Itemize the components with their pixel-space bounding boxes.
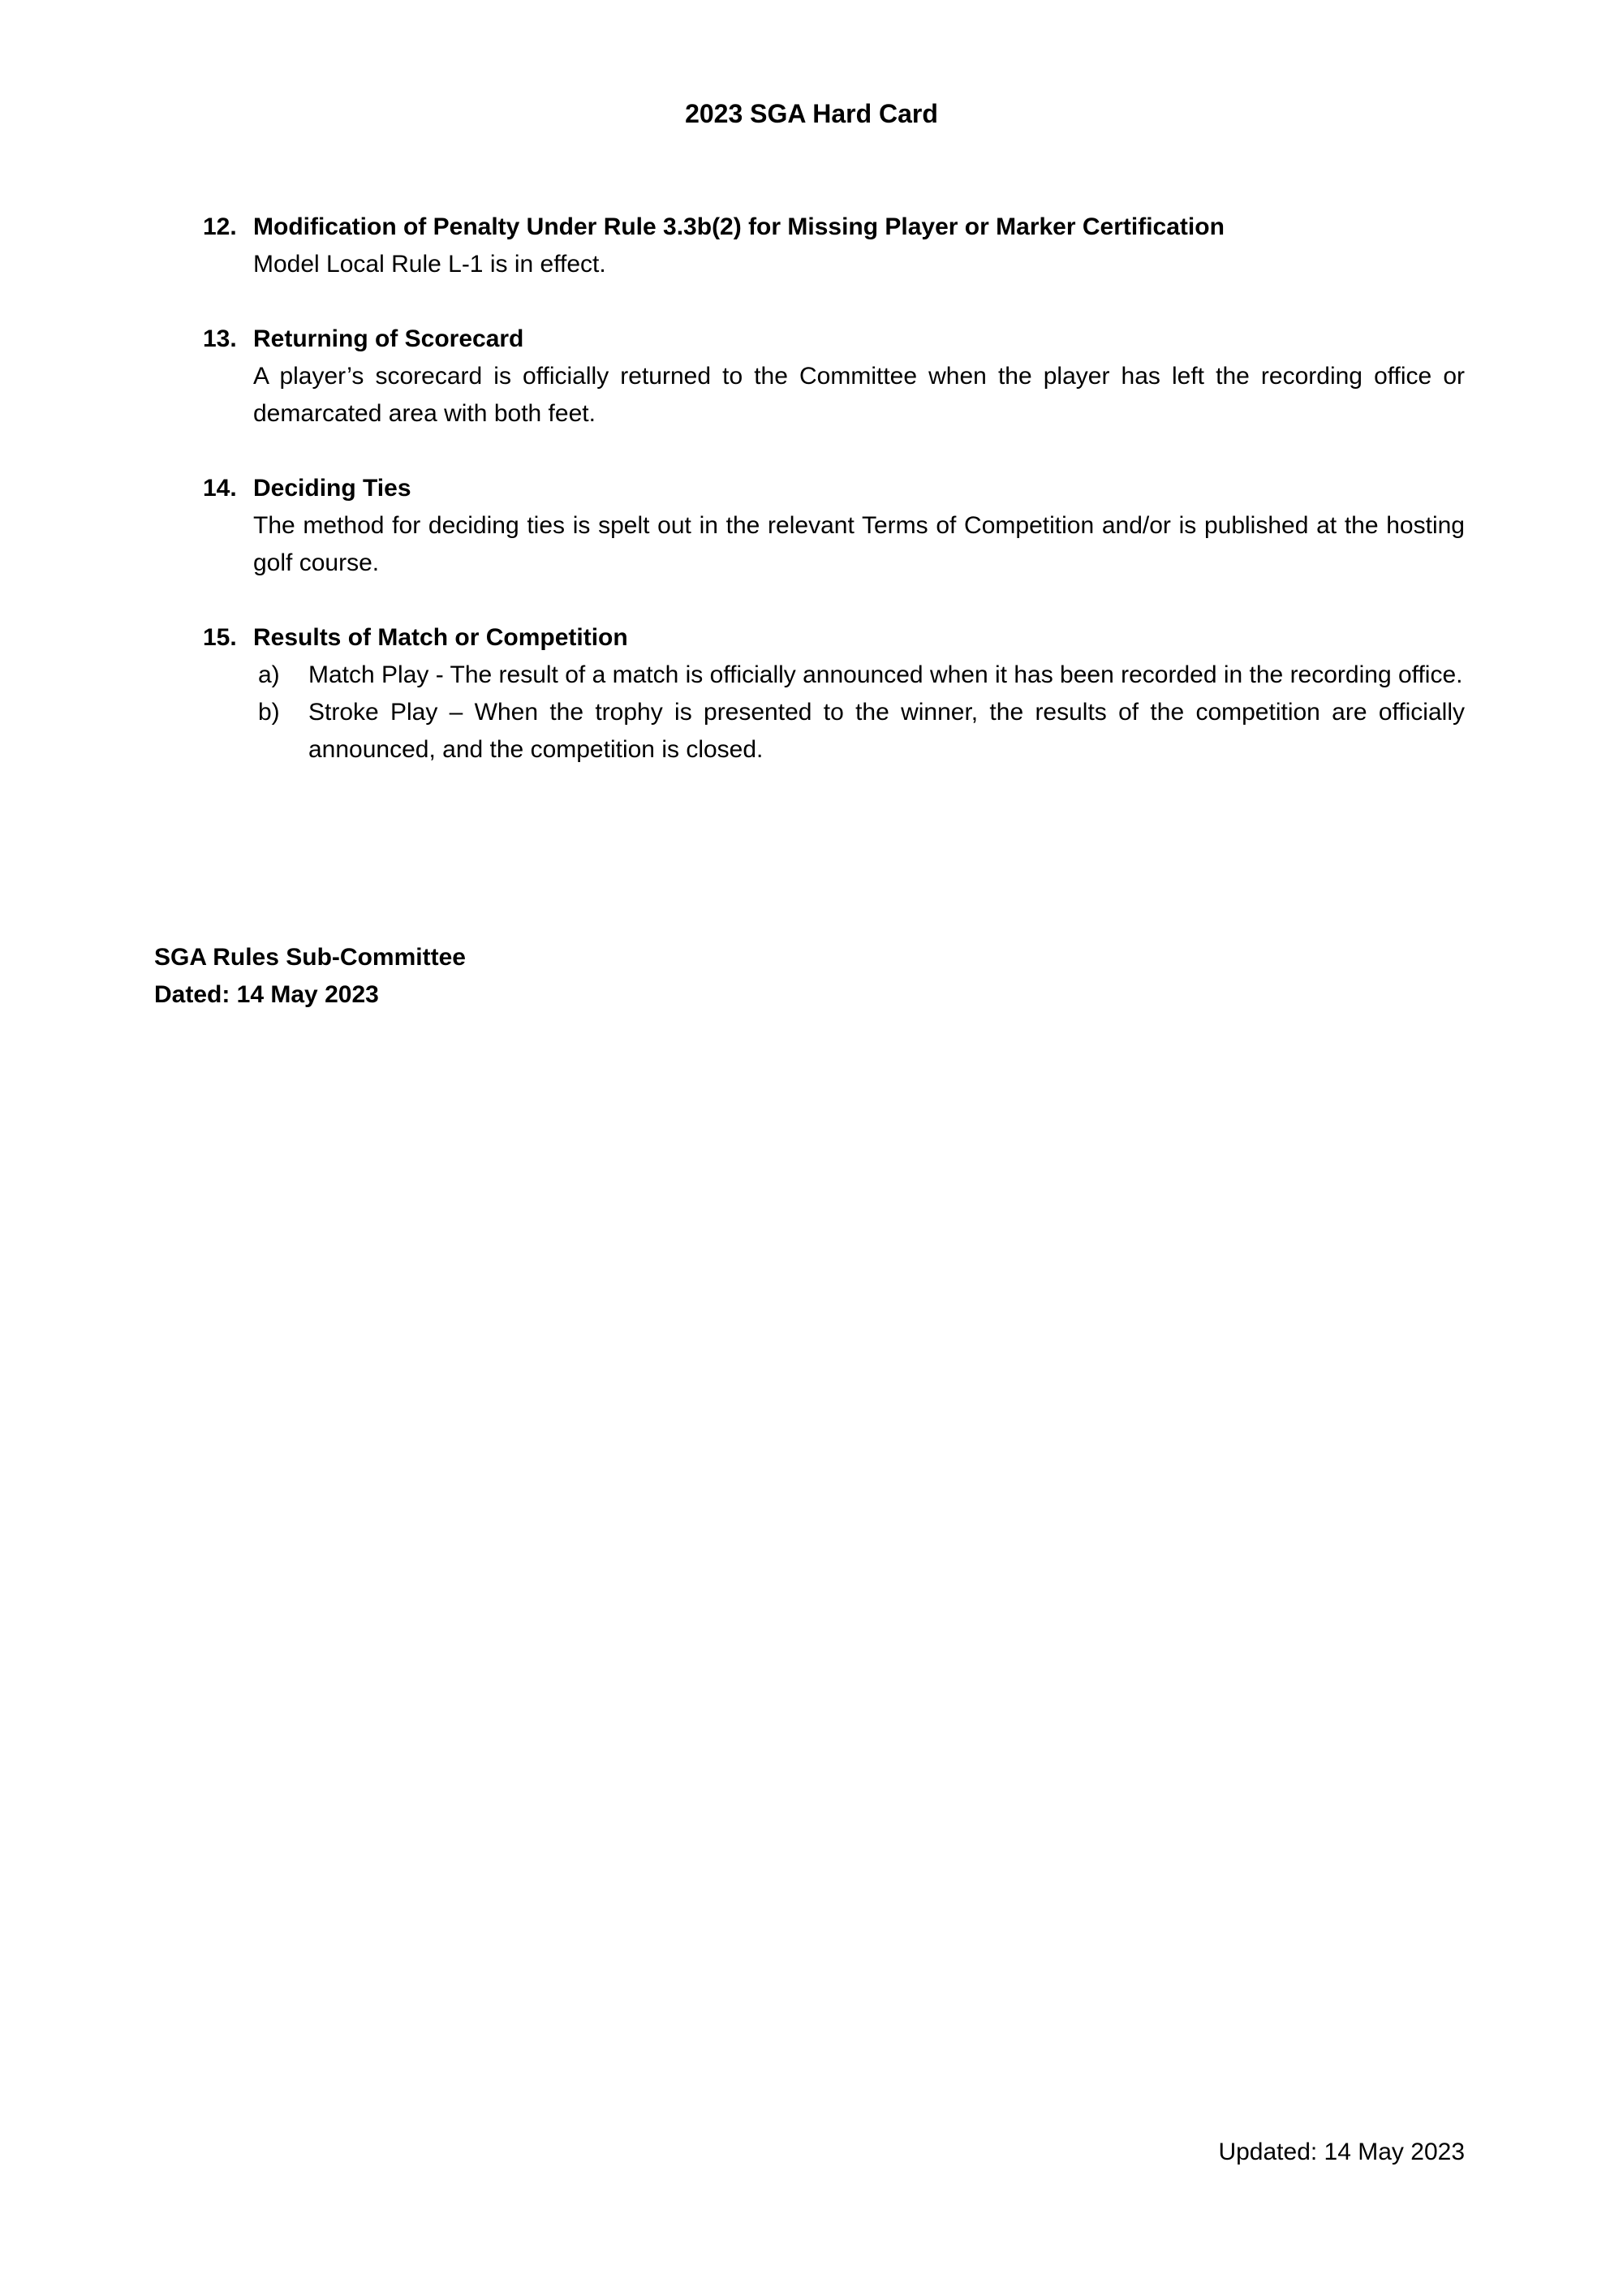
rule-number: 13.: [203, 325, 237, 352]
signoff-date: Dated: 14 May 2023: [154, 981, 379, 1008]
signoff-block: [154, 939, 466, 1014]
page-title: 2023 SGA Hard Card: [685, 99, 938, 128]
rules-list: [203, 209, 1465, 806]
subitem-marker: b): [258, 699, 280, 726]
rule-number: 14.: [203, 475, 237, 502]
rule-subitem-a: [253, 657, 1465, 694]
rule-number: 12.: [203, 213, 237, 240]
rule-item-15: [203, 619, 1465, 769]
rule-body: Model Local Rule L-1 is in effect.: [253, 251, 606, 278]
rule-heading: Returning of Scorecard: [253, 325, 524, 352]
rule-item-12: [203, 209, 1465, 283]
rule-item-14: [203, 470, 1465, 582]
signoff-committee: SGA Rules Sub-Committee: [154, 944, 466, 971]
rule-item-13: [203, 321, 1465, 433]
rule-heading: Deciding Ties: [253, 475, 411, 502]
subitem-text: Match Play - The result of a match is officially announced when it has been recorded in the recording office.: [308, 661, 1463, 688]
rule-body: A player’s scorecard is officially returned to the Committee when the player has left the recording office or demarcated area with both feet.: [253, 363, 1465, 427]
subitem-text: Stroke Play – When the trophy is presented to the winner, the results of the competition are officially announced, and the competition is closed.: [308, 699, 1465, 763]
rule-heading: Results of Match or Competition: [253, 624, 628, 651]
footer-updated-date: Updated: 14 May 2023: [1218, 2139, 1465, 2165]
rule-heading: Modification of Penalty Under Rule 3.3b(2) for Missing Player or Marker Certification: [253, 213, 1225, 240]
rule-number: 15.: [203, 624, 237, 651]
subitem-marker: a): [258, 661, 280, 688]
rule-body: The method for deciding ties is spelt out in the relevant Terms of Competition and/or is published at the hosting golf course.: [253, 512, 1465, 576]
rule-subitem-b: [253, 694, 1465, 769]
